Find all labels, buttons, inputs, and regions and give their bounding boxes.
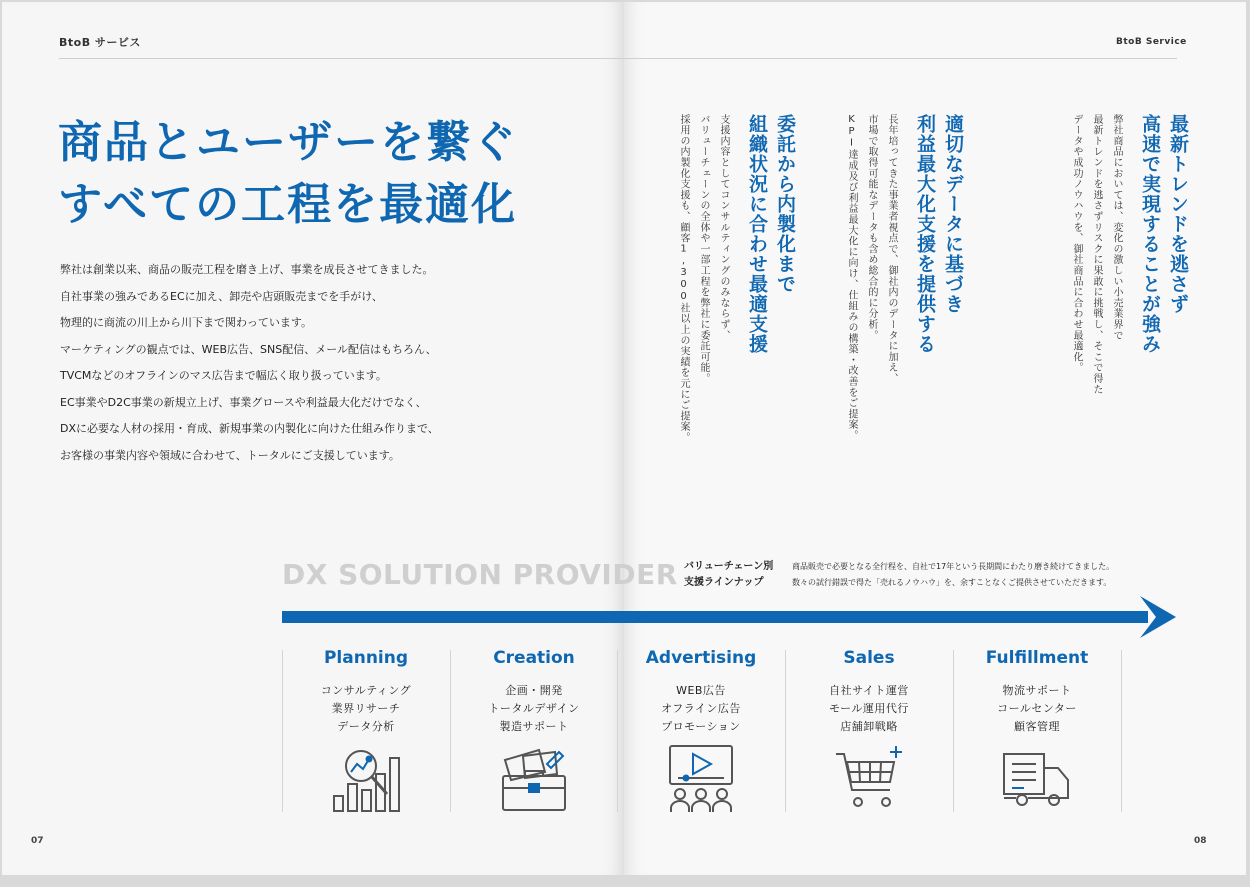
stage-item: オフライン広告	[661, 702, 741, 715]
strength-title-line: 委託から内製化まで	[774, 114, 796, 294]
body-line: EC事業やD2C事業の新規立上げ、事業グロースや利益最大化だけでなく、	[60, 395, 427, 409]
page-number-right: 08	[1194, 836, 1207, 846]
delivery-truck-icon	[1002, 744, 1072, 814]
stage-items	[617, 682, 785, 736]
stage-item: 店舗卸戦略	[840, 720, 898, 733]
strength-2-text	[841, 114, 901, 441]
intro-paragraph	[60, 257, 439, 469]
header-rule	[59, 58, 1177, 59]
dx-solution-title: DX SOLUTION PROVIDER	[282, 558, 678, 591]
video-audience-icon	[666, 744, 736, 814]
strength-1-title	[1136, 114, 1192, 395]
body-line: 自社事業の強みであるECに加え、卸売や店頭販売までを手がけ、	[60, 289, 383, 303]
main-headline	[58, 112, 518, 236]
stage-item: 企画・開発	[505, 684, 563, 697]
stage-item: プロモーション	[661, 720, 741, 733]
strength-text-line: データや成功ノウハウを、御社商品に合わせ最適化。	[1071, 114, 1082, 374]
stage-name: Planning	[323, 648, 409, 668]
strength-title-line: 適切なデータに基づき	[942, 114, 964, 314]
stage-item: コンサルティング	[320, 684, 412, 697]
lineup-label-line: バリューチェーン別	[684, 561, 774, 572]
strength-text-line: KPI達成及び利益最大化に向け、仕組みの構築・改善をご提案。	[846, 114, 857, 441]
stage-item: コールセンター	[997, 702, 1077, 715]
stage-creation	[450, 640, 618, 736]
headline-line-2: すべての工程を最適化	[58, 179, 518, 230]
stage-sales	[785, 640, 953, 736]
stage-item: トータルデザイン	[488, 702, 580, 715]
stage-name: Advertising	[645, 648, 757, 668]
lineup-label	[684, 559, 773, 591]
stage-items	[450, 682, 618, 736]
stage-advertising	[617, 640, 785, 736]
strength-2-title	[911, 114, 967, 441]
strength-1	[1066, 114, 1192, 395]
stage-items	[785, 682, 953, 736]
lineup-description	[792, 559, 1114, 591]
strength-title-line: 高速で実現することが強み	[1139, 114, 1161, 354]
strength-text-line: 市場で取得可能なデータも含め総合的に分析。	[866, 114, 877, 341]
stage-item: WEB広告	[676, 684, 726, 697]
lineup-desc-line: 商品販売で必要となる全行程を、自社で17年という長期間にわたり磨き続けてきました。	[792, 562, 1115, 571]
strength-title-line: 組織状況に合わせ最適支援	[746, 114, 768, 354]
stage-item: 顧客管理	[1014, 720, 1060, 733]
strength-text-line: 長年培ってきた事業者視点で、御社内のデータに加え、	[886, 114, 897, 384]
value-chain-arrow	[282, 596, 1178, 638]
strength-text-line: バリューチェーンの全体や一部工程を弊社に委託可能。	[698, 114, 709, 384]
stage-name: Creation	[493, 648, 575, 668]
header-left-label: BtoB サービス	[59, 36, 141, 49]
page-number-left: 07	[31, 836, 44, 846]
strength-title-line: 利益最大化支援を提供する	[914, 114, 936, 354]
stage-items	[282, 682, 450, 736]
stage-item: 物流サポート	[1002, 684, 1072, 697]
analytics-icon	[331, 744, 401, 814]
stage-planning	[282, 640, 450, 736]
lineup-label-line: 支援ラインナップ	[684, 577, 764, 588]
strength-2	[841, 114, 967, 441]
strength-title-line: 最新トレンドを逃さず	[1167, 114, 1189, 314]
stage-item: 製造サポート	[499, 720, 569, 733]
body-line: TVCMなどのオフラインのマス広告まで幅広く取り扱っています。	[60, 369, 387, 382]
body-line: DXに必要な人材の採用・育成、新規事業の内製化に向けた仕組み作りまで、	[60, 422, 439, 435]
column-divider	[1121, 650, 1122, 812]
headline-line-1: 商品とユーザーを繋ぐ	[58, 117, 518, 168]
stage-name: Fulfillment	[985, 648, 1089, 668]
stage-items	[953, 682, 1121, 736]
body-line: 物理的に商流の川上から川下まで関わっています。	[60, 316, 313, 329]
stage-name: Sales	[843, 648, 895, 668]
shopping-cart-icon	[834, 744, 904, 814]
body-line: お客様の事業内容や領域に合わせて、トータルにご支援しています。	[60, 448, 400, 462]
stage-item: モール運用代行	[829, 702, 909, 715]
strength-3	[673, 114, 799, 443]
strength-text-line: 支援内容としてコンサルティングのみならず、	[718, 114, 729, 341]
stage-item: 業界リサーチ	[331, 702, 401, 715]
stage-item: データ分析	[337, 720, 395, 733]
strength-3-text	[673, 114, 733, 443]
strength-text-line: 最新トレンドを逃さずリスクに果敢に挑戦し、そこで得た	[1091, 114, 1102, 395]
body-line: 弊社は創業以来、商品の販売工程を磨き上げ、事業を成長させてきました。	[60, 263, 434, 276]
strength-text-line: 採用の内製化支援も、顧客1,300社以上の実績を元にご提案。	[678, 114, 689, 443]
strength-1-text	[1066, 114, 1126, 395]
strength-text-line: 弊社商品においては、変化の激しい小売業界で	[1111, 114, 1122, 341]
briefcase-design-icon	[499, 744, 569, 814]
strength-3-title	[743, 114, 799, 443]
stage-item: 自社サイト運営	[829, 684, 909, 697]
header-right-label: BtoB Service	[1116, 37, 1187, 47]
body-line: マーケティングの観点では、WEB広告、SNS配信、メール配信はもちろん、	[60, 342, 437, 356]
stage-fulfillment	[953, 640, 1121, 736]
lineup-desc-line: 数々の試行錯誤で得た「売れるノウハウ」を、余すことなくご提供させていただきます。	[792, 578, 1112, 587]
